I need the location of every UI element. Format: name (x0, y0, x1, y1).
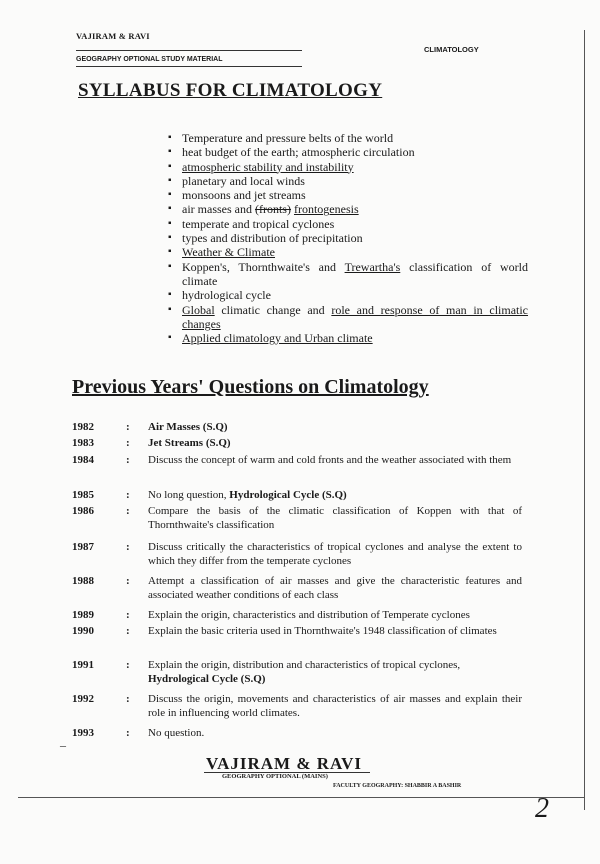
colon: : (126, 489, 130, 501)
syllabus-title: SYLLABUS FOR CLIMATOLOGY (78, 80, 383, 101)
list-item: ▪ temperate and tropical cyclones (168, 217, 528, 231)
question-row (72, 453, 522, 467)
question-row (72, 658, 522, 686)
question-year: 1987 (72, 541, 94, 553)
colon: : (126, 609, 130, 621)
underlined-text: frontogenesis (293, 202, 359, 217)
colon: : (126, 541, 130, 553)
colon: : (126, 505, 130, 517)
question-row (72, 608, 522, 622)
question-year: 1984 (72, 454, 94, 466)
question-text: Discuss critically the characteristics of tropical cyclones and analyse the extent to which they differ from the temperate cyclones (148, 541, 522, 567)
question-year: 1989 (72, 609, 94, 621)
underlined-text: role and response of man in climatic changes (182, 302, 529, 331)
question-text: Explain the origin, characteristics and distribution of Temperate cyclones (148, 609, 470, 621)
question-year: 1986 (72, 505, 94, 517)
question-year: 1991 (72, 659, 94, 671)
question-year: 1993 (72, 727, 94, 739)
list-item (168, 303, 528, 332)
question-row (72, 436, 522, 450)
footer-faculty: FACULTY GEOGRAPHY: SHABBIR A BASHIR (333, 783, 462, 789)
question-year: 1992 (72, 693, 94, 705)
question-year: 1990 (72, 625, 94, 637)
question-text-bold: Hydrological Cycle (S.Q) (148, 673, 266, 685)
colon: : (126, 727, 130, 739)
question-row (72, 624, 522, 638)
question-row (72, 574, 522, 602)
colon: : (126, 421, 130, 433)
question-year: 1983 (72, 437, 94, 449)
question-text-bold: Hydrological Cycle (S.Q) (229, 489, 347, 501)
list-item: ▪ Weather & Climate (168, 245, 528, 259)
question-text: Explain the basic criteria used in Thornthwaite's 1948 classification of climates (148, 625, 497, 637)
underlined-text: Global (182, 302, 215, 317)
question-row (72, 420, 522, 434)
footer-institute: VAJIRAM & RAVI (206, 754, 362, 773)
header-subtitle-rule (76, 66, 302, 67)
item-text: classification of world climate (182, 259, 528, 288)
question-text: Jet Streams (S.Q) (148, 437, 231, 449)
header-subject: CLIMATOLOGY (424, 45, 479, 54)
colon: : (126, 437, 130, 449)
list-item: ▪ atmospheric stability and instability (168, 160, 528, 174)
struck-text: (fronts) (254, 202, 291, 217)
question-row (72, 540, 522, 568)
question-row (72, 692, 522, 720)
colon: : (126, 693, 130, 705)
colon: : (126, 625, 130, 637)
question-text: Attempt a classification of air masses and give the characteristic features and associated weather conditions of each class (148, 575, 522, 601)
question-row (72, 504, 522, 532)
header-institute: VAJIRAM & RAVI (76, 31, 150, 41)
question-year: 1988 (72, 575, 94, 587)
page-border-bottom (18, 797, 584, 798)
list-item: ▪ planetary and local winds (168, 174, 528, 188)
question-text-part: No long question, (148, 489, 230, 501)
question-text: Air Masses (S.Q) (148, 421, 228, 433)
syllabus-list (168, 131, 528, 345)
list-item: ▪ heat budget of the earth; atmospheric circulation (168, 145, 528, 159)
colon: : (126, 454, 130, 466)
footer-subtitle: GEOGRAPHY OPTIONAL (MAINS) (222, 773, 328, 780)
question-row (72, 726, 522, 740)
question-text (148, 488, 522, 502)
list-item: ▪ Applied climatology and Urban climate (168, 331, 528, 345)
colon: : (126, 575, 130, 587)
item-text: air masses and (182, 202, 255, 217)
list-item: ▪ Temperature and pressure belts of the world (168, 131, 528, 145)
list-item: ▪ hydrological cycle (168, 288, 528, 302)
question-year: 1982 (72, 421, 94, 433)
question-text: No question. (148, 727, 205, 739)
list-item (168, 260, 528, 289)
header-rule (76, 50, 302, 51)
question-year: 1985 (72, 489, 94, 501)
list-item: ▪ types and distribution of precipitation (168, 231, 528, 245)
underlined-text: Trewartha's (344, 259, 401, 274)
handwritten-page-number: 2 (535, 793, 549, 824)
page-border-right (584, 30, 585, 810)
list-item: ▪ monsoons and jet streams (168, 188, 528, 202)
item-text: Koppen's, Thornthwaite's and (182, 259, 345, 274)
question-row (72, 488, 522, 502)
question-text: Compare the basis of the climatic classification of Koppen with that of Thornthwaite's classification (148, 505, 522, 531)
question-text-part: Explain the origin, distribution and characteristics of tropical cyclones, (148, 659, 461, 671)
list-item (168, 202, 528, 216)
question-text: Discuss the origin, movements and characteristics of air masses and explain their role in influencing world climates. (148, 693, 522, 719)
question-text: Discuss the concept of warm and cold fronts and the weather associated with them (148, 454, 512, 466)
questions-title: Previous Years' Questions on Climatology (72, 376, 429, 398)
item-text: climatic change and (214, 302, 332, 317)
question-text (148, 658, 522, 686)
margin-mark: – (60, 738, 66, 752)
header-subtitle: GEOGRAPHY OPTIONAL STUDY MATERIAL (76, 56, 223, 63)
colon: : (126, 659, 130, 671)
